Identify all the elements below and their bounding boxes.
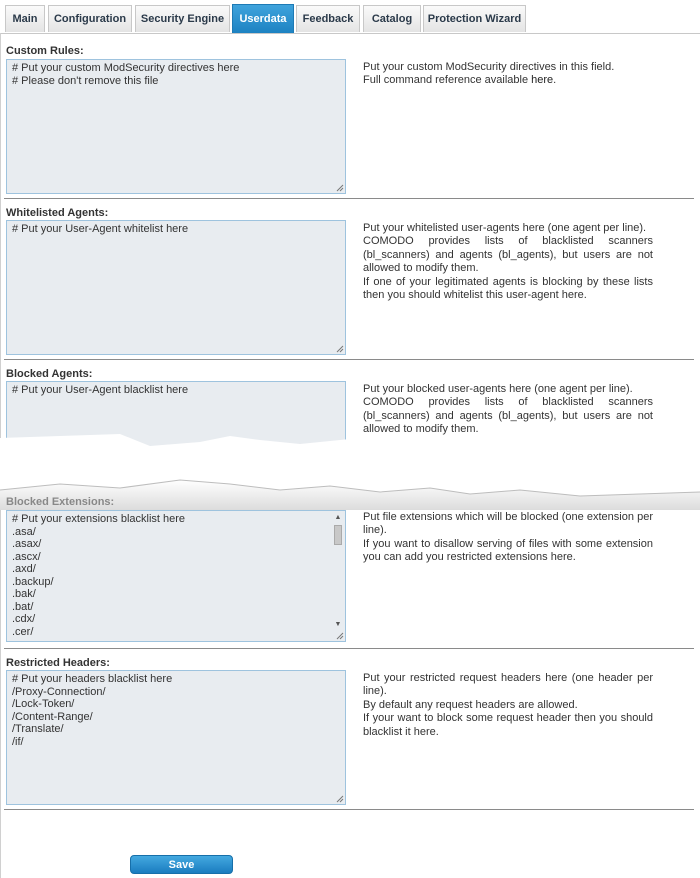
command-reference-link[interactable]: here bbox=[531, 74, 554, 87]
textarea-line: .asax/ bbox=[12, 538, 42, 550]
restricted-headers-help bbox=[363, 672, 653, 739]
blocked-extensions-title: Blocked Extensions: bbox=[6, 496, 115, 508]
resize-grip-icon[interactable] bbox=[336, 632, 344, 640]
whitelisted-agents-help bbox=[363, 222, 653, 302]
textarea-line: /Translate/ bbox=[12, 723, 64, 735]
whitelisted-agents-title: Whitelisted Agents: bbox=[6, 207, 109, 219]
textarea-line: .cer/ bbox=[12, 625, 34, 638]
save-button[interactable]: Save bbox=[130, 855, 233, 874]
textarea-line: # Put your User-Agent whitelist here bbox=[12, 223, 189, 235]
tab-configuration[interactable]: Configuration bbox=[48, 5, 132, 32]
resize-grip-icon[interactable] bbox=[336, 345, 344, 353]
help-text-prefix: Full command reference available bbox=[363, 74, 532, 87]
scrollbar-thumb[interactable] bbox=[334, 525, 342, 545]
textarea-line: # Please don't remove this file bbox=[12, 74, 159, 87]
help-text: By default any request headers are allowed. bbox=[363, 698, 578, 711]
textarea-line: .bak/ bbox=[12, 588, 36, 600]
help-text-suffix: . bbox=[553, 74, 557, 87]
whitelisted-agents-textarea[interactable] bbox=[6, 220, 346, 355]
help-text: Put your whitelisted user-agents here (one agent per line). bbox=[363, 222, 647, 234]
help-text: If one of your legitimated agents is blocking by these lists then you should whitelist this user-agent here. bbox=[363, 275, 653, 302]
custom-rules-textarea[interactable] bbox=[6, 59, 346, 194]
tab-catalog[interactable]: Catalog bbox=[363, 5, 421, 32]
tab-security-engine[interactable]: Security Engine bbox=[135, 5, 230, 32]
tab-userdata[interactable]: Userdata bbox=[232, 4, 294, 33]
textarea-line: .backup/ bbox=[12, 575, 54, 588]
resize-grip-icon[interactable] bbox=[336, 184, 344, 192]
tab-protection-wizard[interactable]: Protection Wizard bbox=[423, 5, 526, 32]
blocked-extensions-textarea[interactable] bbox=[6, 510, 346, 642]
textarea-line: .cdx/ bbox=[12, 613, 36, 625]
help-text bbox=[363, 74, 653, 87]
textarea-line: .axd/ bbox=[12, 563, 36, 575]
textarea-line: # Put your extensions blacklist here bbox=[12, 513, 186, 525]
textarea-line: # Put your User-Agent blacklist here bbox=[12, 384, 189, 396]
textarea-line: .bat/ bbox=[12, 600, 34, 613]
section-divider bbox=[4, 809, 694, 810]
restricted-headers-title: Restricted Headers: bbox=[6, 657, 110, 669]
section-divider bbox=[4, 198, 694, 199]
textarea-line: # Put your custom ModSecurity directives here bbox=[12, 62, 240, 74]
tab-bar bbox=[0, 0, 700, 34]
textarea-line: .asa/ bbox=[12, 525, 36, 538]
restricted-headers-textarea[interactable] bbox=[6, 670, 346, 805]
help-text: COMODO provides lists of blacklisted scanners (bl_scanners) and agents (bl_agents), but users are not allowed to modify them. bbox=[363, 396, 653, 436]
help-text: Put your restricted request headers here (one header per line). bbox=[363, 672, 653, 698]
help-text: If your want to block some request header then you should blacklist it here. bbox=[363, 712, 653, 738]
textarea-line: /Content-Range/ bbox=[12, 710, 93, 723]
resize-grip-icon[interactable] bbox=[336, 795, 344, 803]
section-divider bbox=[4, 648, 694, 649]
help-text: Put your custom ModSecurity directives in this field. bbox=[363, 61, 615, 73]
tab-main[interactable]: Main bbox=[5, 5, 45, 32]
blocked-agents-help bbox=[363, 383, 653, 437]
textarea-line: /Lock-Token/ bbox=[12, 698, 75, 710]
blocked-agents-title: Blocked Agents: bbox=[6, 368, 93, 380]
section-divider bbox=[4, 359, 694, 360]
custom-rules-help bbox=[363, 61, 653, 88]
textarea-line: /if/ bbox=[12, 735, 24, 748]
textarea-line: # Put your headers blacklist here bbox=[12, 673, 173, 685]
textarea-line: /Proxy-Connection/ bbox=[12, 685, 106, 698]
custom-rules-title: Custom Rules: bbox=[6, 45, 84, 57]
help-text: If you want to disallow serving of files with some extension you can add you restricted extensions here. bbox=[363, 537, 653, 564]
blocked-extensions-help bbox=[363, 511, 653, 565]
textarea-scrollbar[interactable] bbox=[333, 513, 343, 629]
scroll-down-icon[interactable]: ▼ bbox=[334, 621, 342, 628]
help-text: Put file extensions which will be blocked (one extension per line). bbox=[363, 511, 653, 537]
textarea-line: .ascx/ bbox=[12, 550, 41, 563]
scroll-up-icon[interactable]: ▲ bbox=[334, 514, 342, 521]
tab-feedback[interactable]: Feedback bbox=[296, 5, 360, 32]
help-text: COMODO provides lists of blacklisted scanners (bl_scanners) and agents (bl_agents), but users are not allowed to modify them. bbox=[363, 235, 653, 275]
help-text: Put your blocked user-agents here (one agent per line). bbox=[363, 383, 633, 395]
